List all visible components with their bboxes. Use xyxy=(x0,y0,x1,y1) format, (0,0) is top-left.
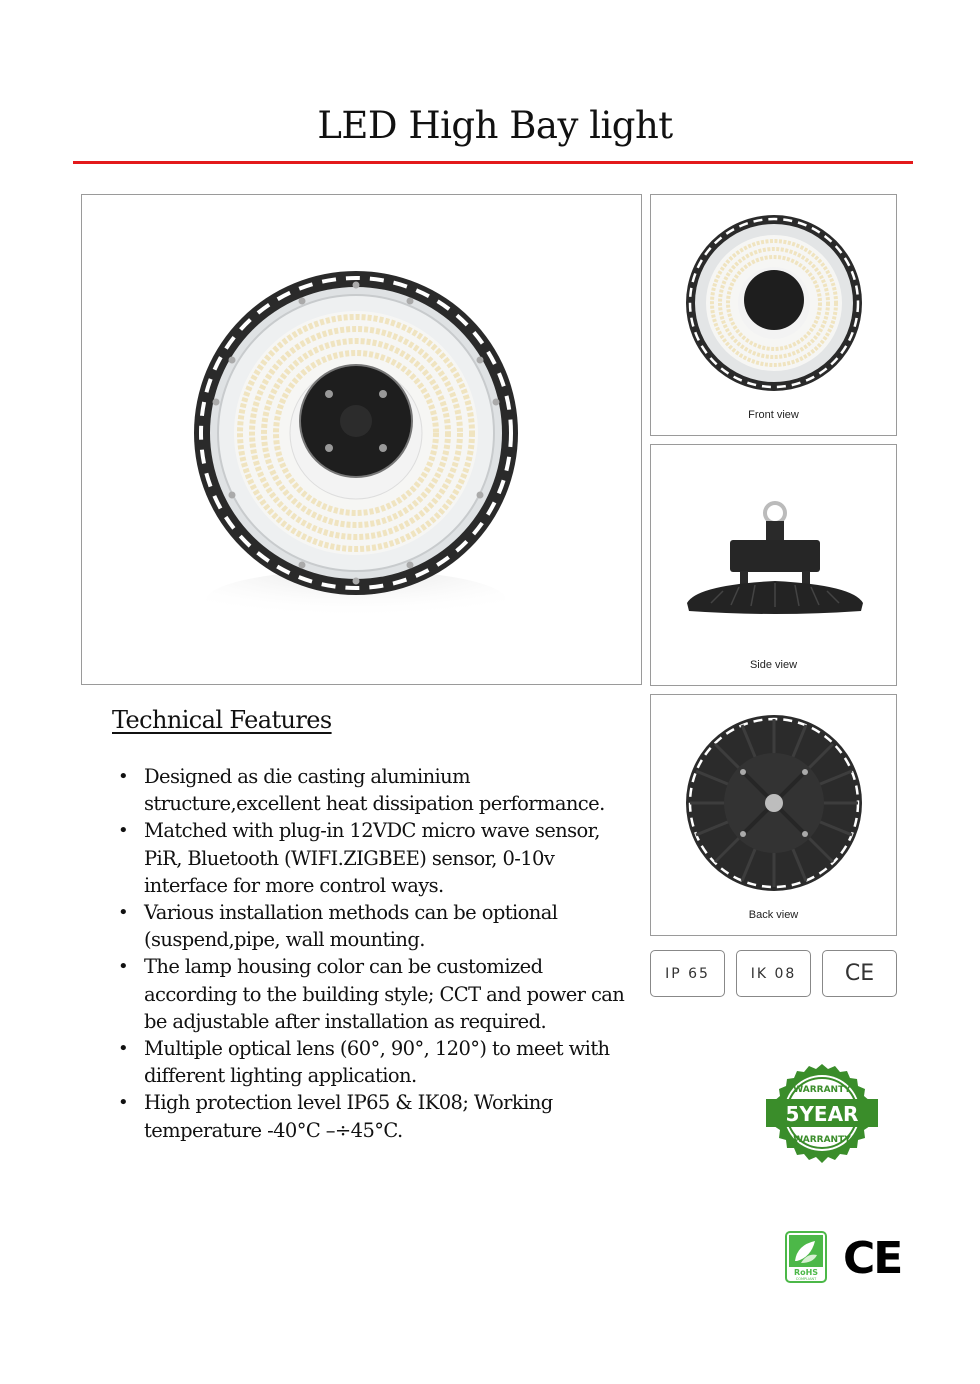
feature-item: • Various installation methods can be optional (suspend,pipe, wall mounting. xyxy=(116,899,636,953)
svg-text:WARRANTY: WARRANTY xyxy=(793,1085,851,1095)
front-view-label: Front view xyxy=(748,409,799,421)
front-view-illustration xyxy=(651,195,898,405)
feature-item: • The lamp housing color can be customized according to the building style; CCT and power can be adjustable after installation as required. xyxy=(116,953,636,1035)
five-year-warranty-seal-icon xyxy=(764,1062,880,1166)
back-view-label: Back view xyxy=(748,909,799,921)
side-view-panel xyxy=(650,444,897,686)
ce-badge: CE xyxy=(822,950,897,997)
high-bay-light-front-illustration xyxy=(82,195,643,686)
ik08-badge: IK 08 xyxy=(736,950,811,997)
title-divider xyxy=(73,161,913,164)
svg-text:RoHS: RoHS xyxy=(793,1268,819,1277)
technical-features-list xyxy=(116,763,636,1144)
page-title: LED High Bay light xyxy=(317,104,673,147)
feature-item: • High protection level IP65 & IK08; Working temperature -40°C –÷45°C. xyxy=(116,1089,636,1143)
back-view-panel xyxy=(650,694,897,936)
svg-text:WARRANTY: WARRANTY xyxy=(793,1135,851,1145)
ip65-badge: IP 65 xyxy=(650,950,725,997)
feature-item: • Designed as die casting aluminium structure,excellent heat dissipation performance. xyxy=(116,763,636,817)
side-view-illustration xyxy=(651,445,898,655)
rohs-compliant-icon xyxy=(785,1231,827,1283)
side-view-label: Side view xyxy=(749,659,798,671)
svg-text:5YEAR: 5YEAR xyxy=(785,1102,859,1126)
feature-item: • Matched with plug-in 12VDC micro wave sensor, PiR, Bluetooth (WIFI.ZIGBEE) sensor, 0-10v interface for more control ways. xyxy=(116,817,636,899)
technical-features-heading: Technical Features xyxy=(112,706,332,734)
front-view-panel xyxy=(650,194,897,436)
svg-text:COMPLIANT: COMPLIANT xyxy=(795,1277,817,1281)
main-product-image xyxy=(81,194,642,685)
back-view-illustration xyxy=(651,695,898,905)
feature-item: • Multiple optical lens (60°, 90°, 120°) to meet with different lighting application. xyxy=(116,1035,636,1089)
ce-mark-icon: CE xyxy=(843,1233,902,1284)
